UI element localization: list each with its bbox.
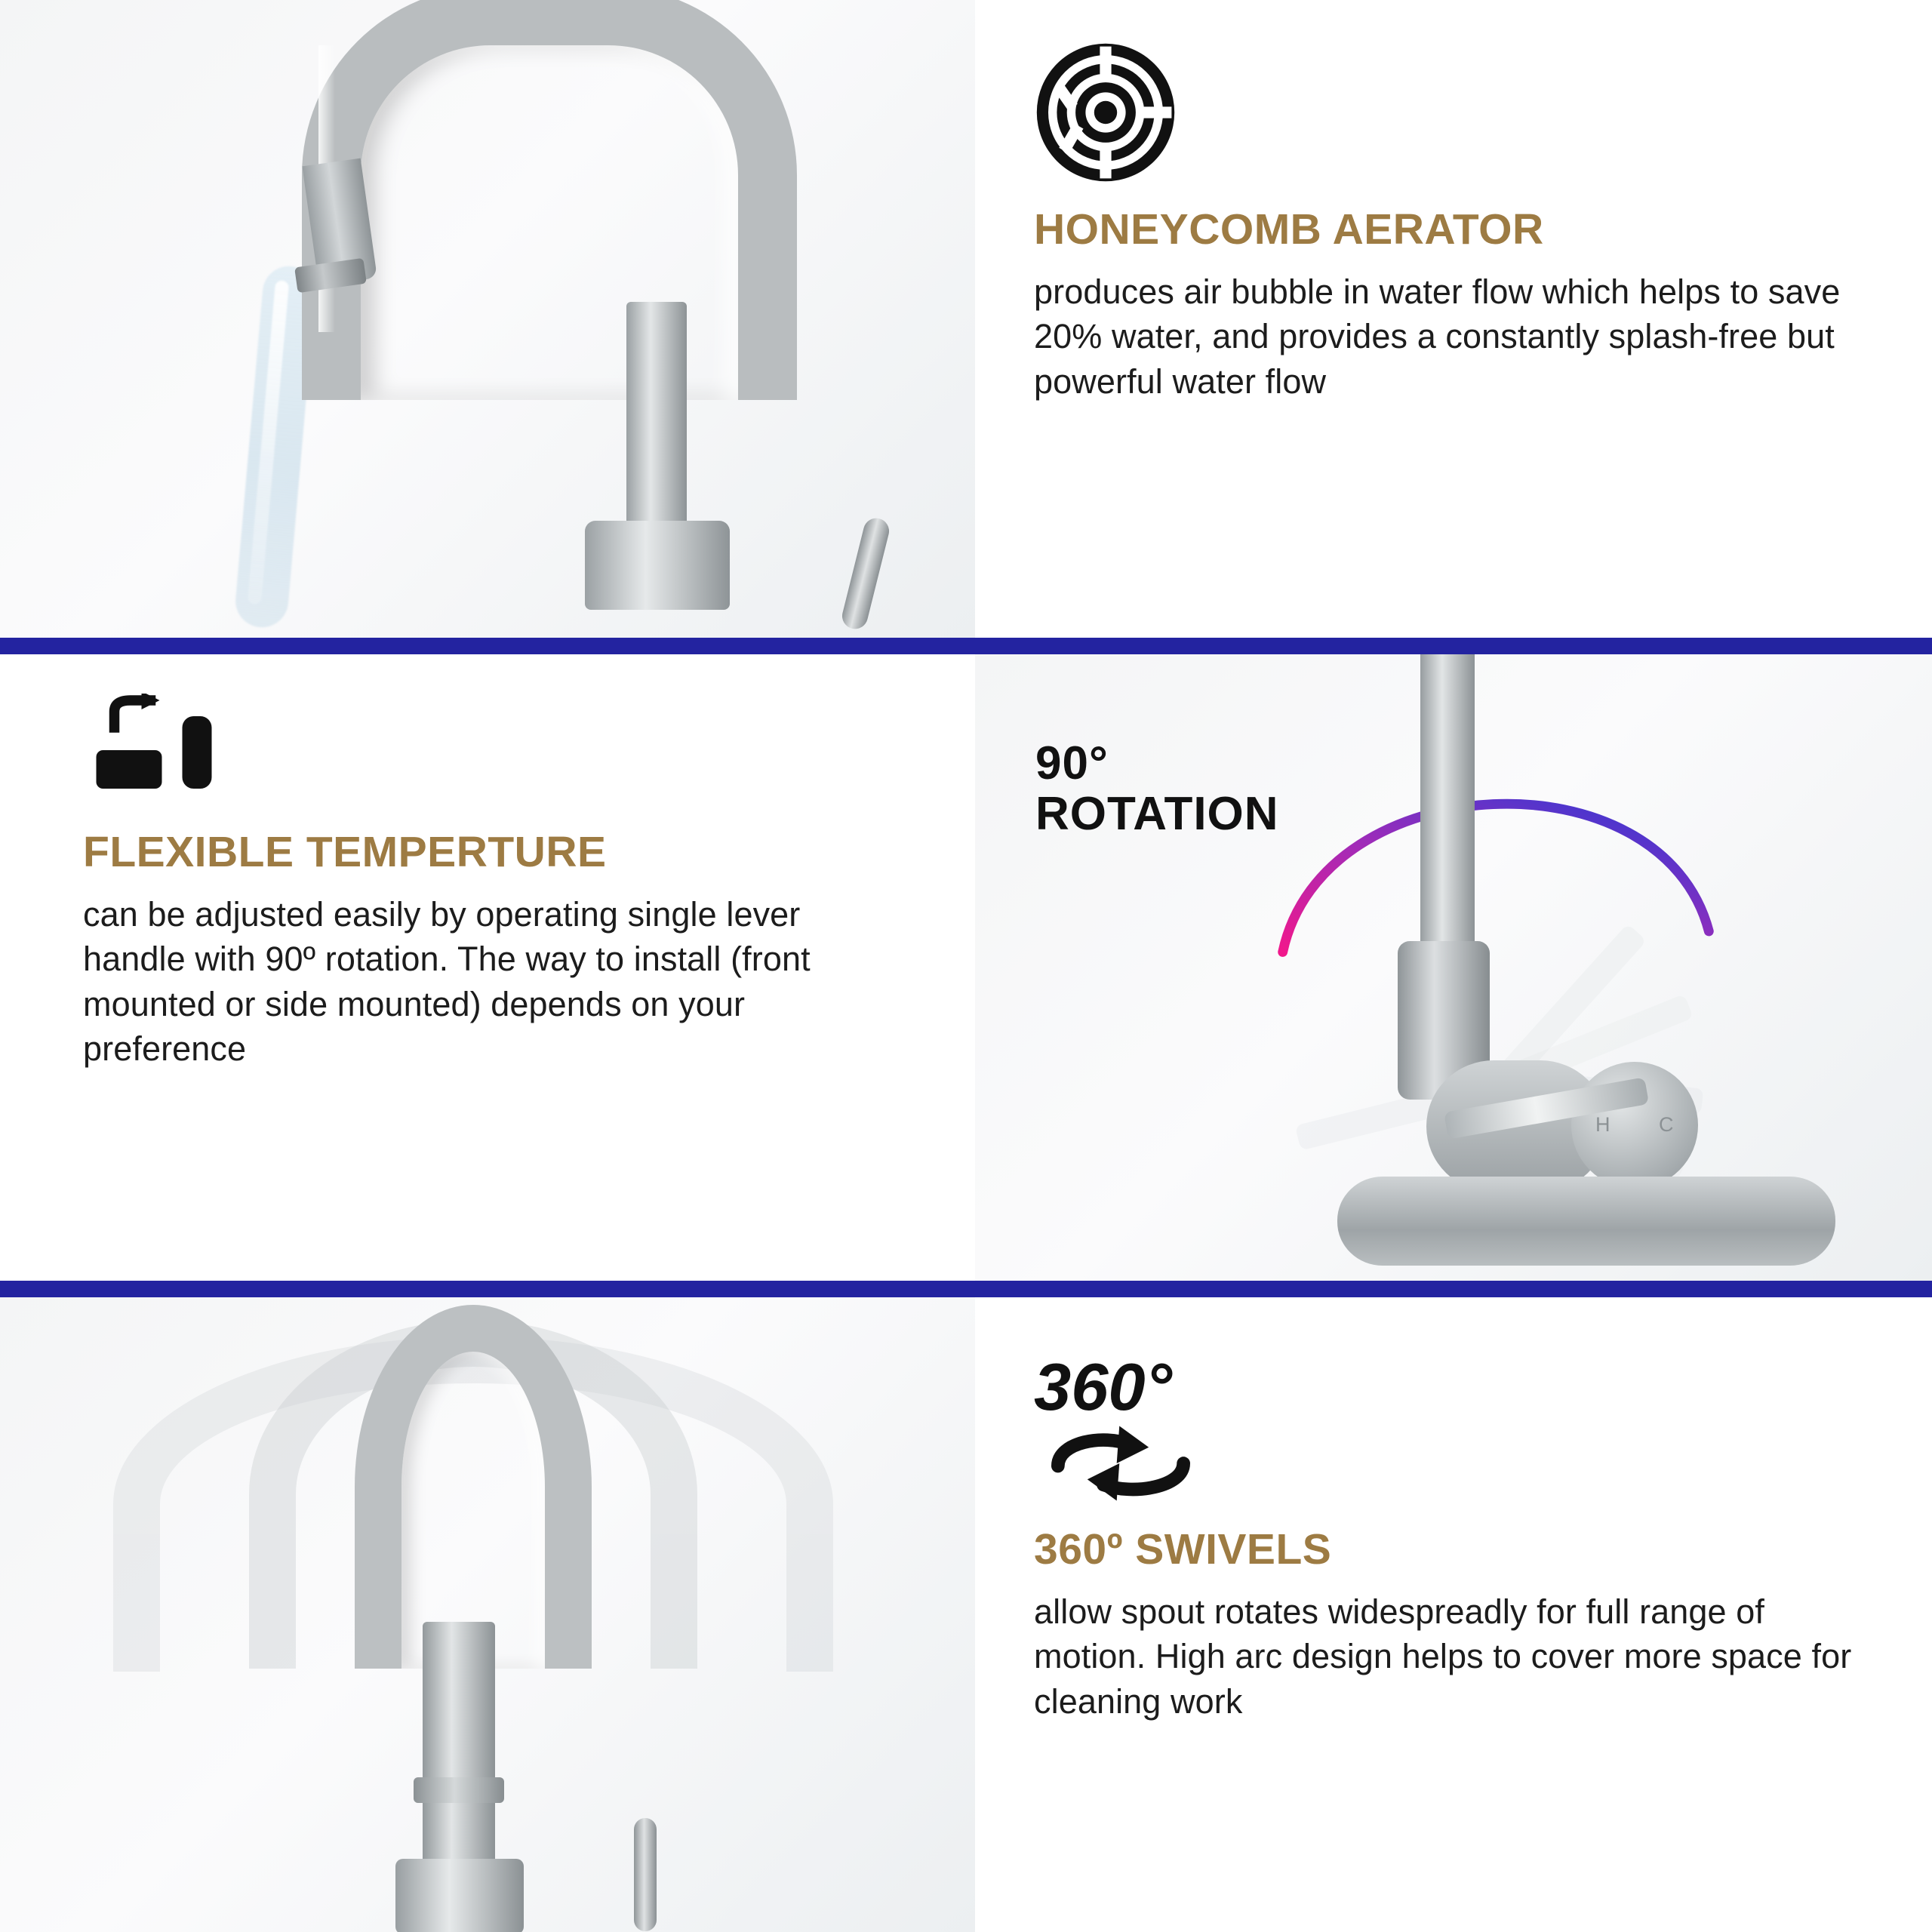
faucet-arc	[355, 1305, 592, 1669]
faucet-base	[395, 1859, 524, 1932]
panel-body: allow spout rotates widespreadly for full range of motion. High arc design helps to cover more space for cleaning work	[1034, 1592, 1852, 1721]
faucet-illustration-2	[975, 654, 1932, 1281]
lever-rotation-icon	[83, 694, 892, 811]
360-rotation-icon	[1034, 1353, 1873, 1508]
panel-honeycomb-aerator	[0, 0, 1932, 638]
panel-body: produces air bubble in water flow which helps to save 20% water, and provides a constantly splash-free but powerful water flow	[1034, 272, 1841, 401]
faucet-column	[1420, 654, 1475, 964]
faucet-running-water-image	[0, 0, 975, 638]
faucet-rotation-image	[975, 654, 1932, 1281]
svg-text:360°: 360°	[1034, 1353, 1172, 1425]
faucet-deck-plate	[1337, 1177, 1835, 1266]
faucet-base	[585, 521, 730, 610]
panel-flexible-temperature	[0, 654, 1932, 1281]
panel-heading: FLEXIBLE TEMPERTURE	[83, 828, 607, 876]
rotation-word: ROTATION	[1035, 787, 1279, 840]
aerator-icon	[1034, 41, 1873, 188]
panel-360-swivels	[0, 1297, 1932, 1932]
panel-heading: 360º SWIVELS	[1034, 1525, 1332, 1574]
divider-1	[0, 638, 1932, 654]
rotation-arc	[1262, 715, 1730, 973]
hot-marking: H	[1595, 1113, 1611, 1136]
faucet-handle	[634, 1818, 657, 1931]
faucet-illustration-1	[0, 0, 975, 638]
faucet-body	[423, 1622, 495, 1871]
faucet-collar	[414, 1777, 504, 1803]
faucet-arc	[302, 0, 797, 400]
swivel-text-block	[975, 1297, 1932, 1932]
aerator-text-block	[975, 0, 1932, 638]
rotation-callout	[1035, 739, 1279, 840]
faucet-handle	[839, 515, 891, 632]
panel-body: can be adjusted easily by operating single lever handle with 90º rotation. The way to install (front mounted or side mounted) depends on your preference	[83, 894, 811, 1069]
rotation-degrees: 90°	[1035, 737, 1109, 789]
cold-marking: C	[1659, 1113, 1674, 1136]
divider-2	[0, 1281, 1932, 1297]
temperature-text-block	[0, 654, 975, 1281]
faucet-illustration-3	[0, 1297, 975, 1932]
faucet-swivel-image	[0, 1297, 975, 1932]
panel-heading: HONEYCOMB AERATOR	[1034, 205, 1544, 254]
